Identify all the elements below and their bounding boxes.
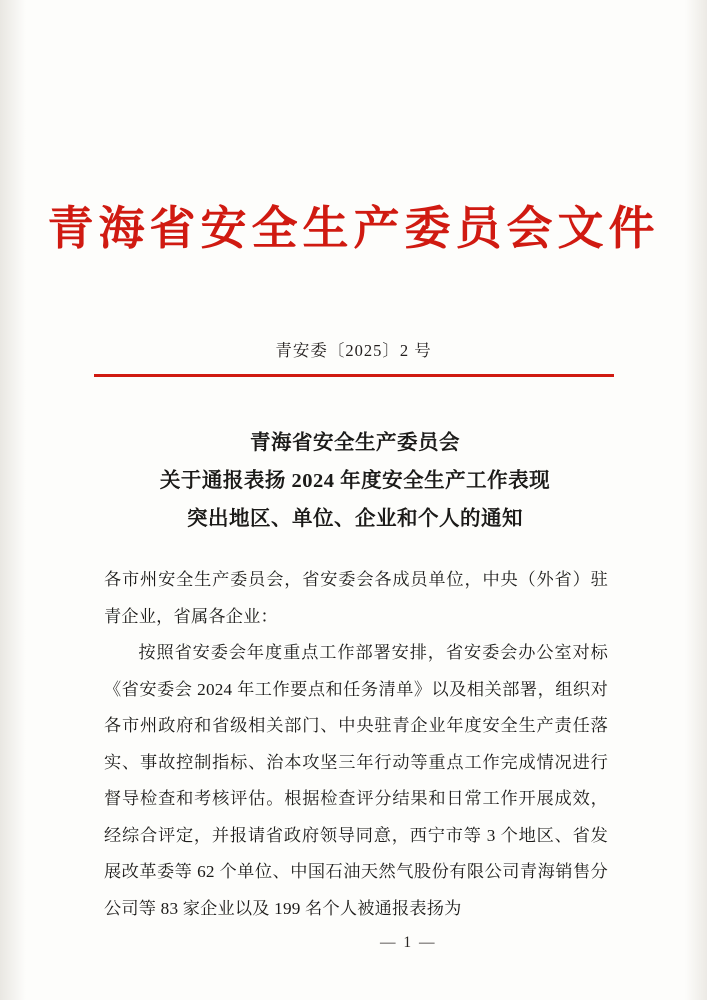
document-subject [100,424,610,538]
page-number-footer [0,934,707,952]
subject-line-1: 青海省安全生产委员会 [250,432,460,454]
subject-line-2: 关于通报表扬 2024 年度安全生产工作表现 [159,470,551,492]
document-body [104,562,608,927]
red-divider-rule [94,374,614,377]
document-number: 青安委〔2025〕2 号 [275,341,432,360]
document-title: 青海省安全生产委员会文件 [47,203,660,254]
body-paragraph-1: 按照省安委会年度重点工作部署安排，省安委会办公室对标《省安委会 2024 年工作要点和任务清单》以及相关部署，组织对各市州政府和省级相关部门、中央驻青企业年度安全生产责任落实、事故控制指标、治本攻坚三年行动等重点工作完成情况进行督导检查和考核评估。根据检查评分结果和日常工作开展成效，经综合评定，并报请省政府领导同意，西宁市等 3 个地区、省发展改革委等 62 个单位、中国石油天然气股份有限公司青海销售分公司等 83 家企业以及 199 名个人被通报表扬为 [104,643,608,918]
subject-line-3: 突出地区、单位、企业和个人的通知 [187,508,523,530]
page-number-text: — 1 — [380,934,437,951]
addressee-paragraph: 各市州安全生产委员会，省安委会各成员单位，中央（外省）驻青企业，省属各企业： [104,570,608,626]
